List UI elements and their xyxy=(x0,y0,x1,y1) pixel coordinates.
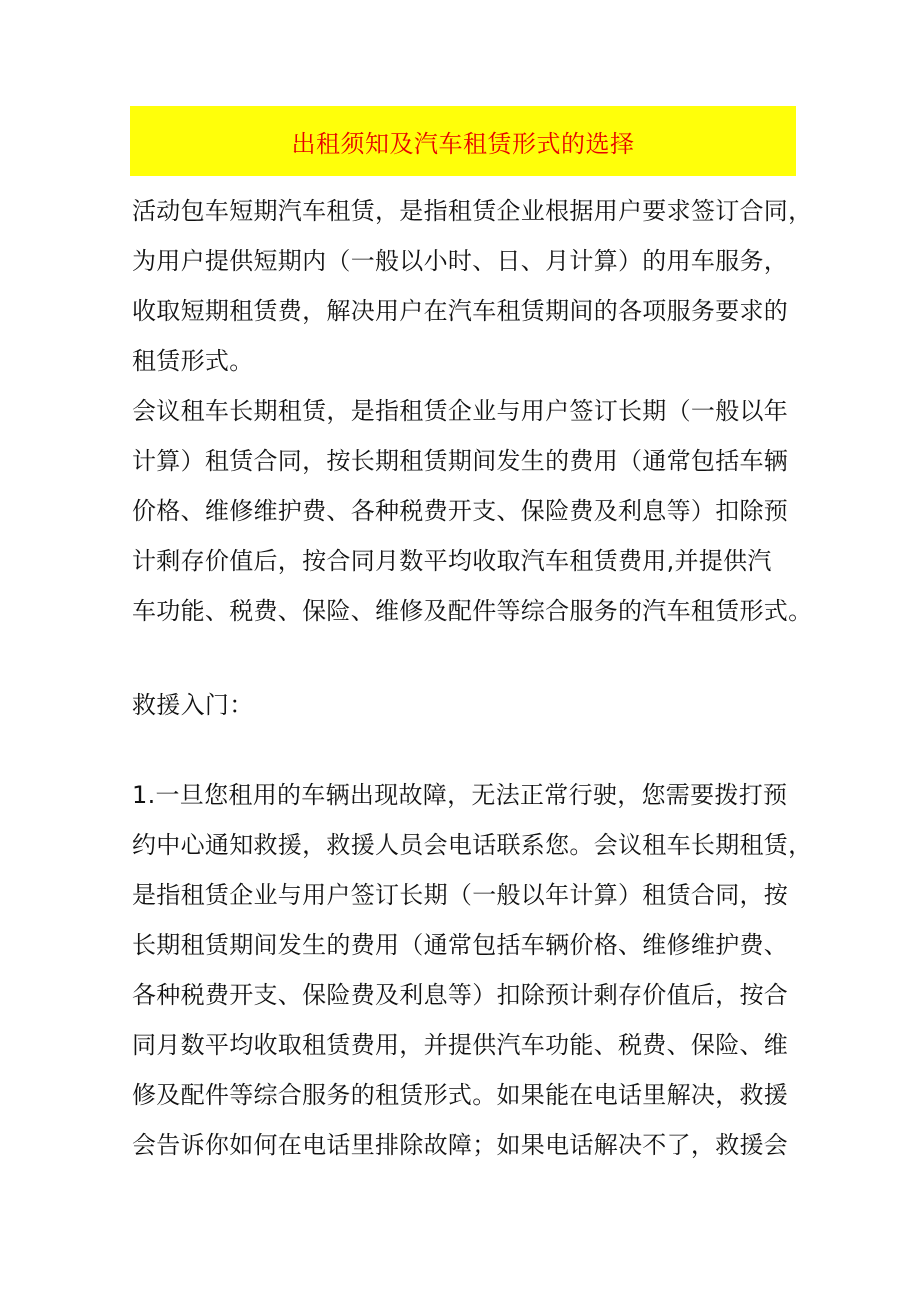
text-line: 同月数平均收取租赁费用，并提供汽车功能、税费、保险、维 xyxy=(132,1031,789,1059)
title-banner xyxy=(130,106,796,176)
text-line: 会议租车长期租赁，是指租赁企业与用户签订长期（一般以年 xyxy=(132,397,789,425)
text-line: 活动包车短期汽车租赁，是指租赁企业根据用户要求签订合同， xyxy=(132,197,813,225)
paragraph-short-term-rental xyxy=(132,186,812,386)
text-line: 是指租赁企业与用户签订长期（一般以年计算）租赁合同，按 xyxy=(132,881,789,909)
spacer xyxy=(132,636,812,680)
text-line: 计算）租赁合同，按长期租赁期间发生的费用（通常包括车辆 xyxy=(132,447,789,475)
section-heading: 救援入门： xyxy=(132,691,254,719)
text-line: 为用户提供短期内（一般以小时、日、月计算）的用车服务， xyxy=(132,247,789,275)
paragraph-rescue-intro xyxy=(132,770,812,1170)
text-line: 约中心通知救援，救援人员会电话联系您。会议租车长期租赁， xyxy=(132,831,813,859)
text-line: 各种税费开支、保险费及利息等）扣除预计剩存价值后，按合 xyxy=(132,981,789,1009)
text-line: 价格、维修维护费、各种税费开支、保险费及利息等）扣除预 xyxy=(132,497,789,525)
document-body xyxy=(132,186,812,1170)
spacer xyxy=(132,730,812,770)
text-line: 车功能、税费、保险、维修及配件等综合服务的汽车租赁形式。 xyxy=(132,597,813,625)
text-line: 长期租赁期间发生的费用（通常包括车辆价格、维修维护费、 xyxy=(132,931,789,959)
text-line: 会告诉你如何在电话里排除故障；如果电话解决不了，救援会 xyxy=(132,1131,789,1159)
paragraph-long-term-rental xyxy=(132,386,812,636)
text-line: 1.一旦您租用的车辆出现故障，无法正常行驶，您需要拨打预 xyxy=(132,781,788,809)
page-title: 出租须知及汽车租赁形式的选择 xyxy=(291,129,635,158)
text-line: 租赁形式。 xyxy=(132,347,254,375)
text-line: 修及配件等综合服务的租赁形式。如果能在电话里解决，救援 xyxy=(132,1081,789,1109)
text-line: 计剩存价值后，按合同月数平均收取汽车租赁费用,并提供汽 xyxy=(132,547,772,575)
text-line: 收取短期租赁费，解决用户在汽车租赁期间的各项服务要求的 xyxy=(132,297,789,325)
